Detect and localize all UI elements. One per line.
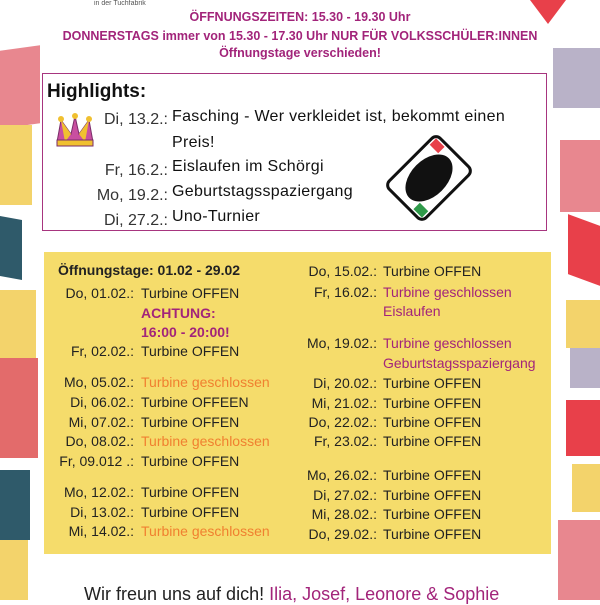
schedule-status: Turbine OFFEN xyxy=(383,526,482,542)
highlight-date: Di, 13.2.: xyxy=(103,111,168,128)
schedule-status: Turbine OFFEN xyxy=(383,506,482,522)
schedule-status: Geburtstagsspaziergang xyxy=(383,355,536,371)
schedule-status: Turbine OFFEN xyxy=(383,467,482,483)
schedule-date: Do, 22.02.: xyxy=(308,414,377,430)
schedule-status: Turbine geschlossen xyxy=(141,374,270,390)
footer xyxy=(84,584,499,605)
schedule-status: Turbine OFFEN xyxy=(383,263,482,279)
decor-shape xyxy=(566,300,600,348)
schedule-date: Do, 15.02.: xyxy=(308,263,377,279)
decor-shape xyxy=(0,290,36,362)
highlight-text: Fasching - Wer verkleidet ist, bekommt einen xyxy=(172,108,506,125)
decor-shape xyxy=(0,125,32,205)
schedule-date: Di, 20.02.: xyxy=(313,375,377,391)
highlight-text: Uno-Turnier xyxy=(172,208,261,225)
schedule-status: Turbine geschlossen xyxy=(383,335,512,351)
schedule-date: Do, 29.02.: xyxy=(308,526,377,542)
schedule-date: Mo, 19.02.: xyxy=(306,335,377,351)
decor-shape xyxy=(572,464,600,512)
schedule-date: Fr, 02.02.: xyxy=(70,343,134,359)
footer-greeting: Wir freun uns auf dich! xyxy=(84,584,265,604)
thursday-note-line: DONNERSTAGS immer von 15.30 - 17.30 Uhr NUR FÜR VOLKSSCHÜLER:INNEN xyxy=(62,29,538,43)
schedule-status: Turbine OFFEN xyxy=(141,453,240,469)
schedule-date: Mi, 14.02.: xyxy=(68,523,134,539)
schedule-status: Turbine OFFEN xyxy=(383,395,482,411)
highlights-box xyxy=(42,73,547,231)
schedule-date: Fr, 23.02.: xyxy=(313,433,377,449)
decor-shape xyxy=(560,140,600,212)
schedule-date: Mo, 12.02.: xyxy=(63,484,134,500)
decor-shape xyxy=(566,400,600,456)
highlight-text: Eislaufen im Schörgi xyxy=(172,158,324,175)
decor-shape xyxy=(0,358,38,458)
schedule-status: Turbine OFFEN xyxy=(383,414,482,430)
decor-shape xyxy=(0,470,30,540)
schedule-status: Turbine OFFEN xyxy=(383,433,482,449)
schedule-status: Turbine OFFEN xyxy=(383,487,482,503)
schedule-date: Mi, 28.02.: xyxy=(311,506,377,522)
schedule-status: Turbine OFFEN xyxy=(141,414,240,430)
highlights-title: Highlights: xyxy=(47,81,147,102)
schedule-status: Turbine OFFEN xyxy=(141,343,240,359)
schedule-status: Turbine OFFEN xyxy=(141,285,240,301)
schedule-status: 16:00 - 20:00! xyxy=(141,324,230,340)
highlight-date: Mo, 19.2.: xyxy=(96,187,168,204)
schedule-title: Öffnungstage: 01.02 - 29.02 xyxy=(58,262,241,278)
decor-shape xyxy=(558,520,600,600)
decor-shape xyxy=(0,216,22,280)
highlight-date: Di, 27.2.: xyxy=(103,212,168,229)
logo-subtitle: in der Tuchfabrik xyxy=(94,0,146,7)
uno-card-icon xyxy=(383,130,475,226)
highlight-date: Fr, 16.2.: xyxy=(104,162,168,179)
schedule-date: Di, 06.02.: xyxy=(70,394,134,410)
schedule-status: Turbine geschlossen xyxy=(141,523,270,539)
opening-hours-line: ÖFFNUNGSZEITEN: 15.30 - 19.30 Uhr xyxy=(189,10,411,24)
jester-hat-icon xyxy=(51,112,99,152)
decor-shape xyxy=(568,214,600,286)
schedule-status: Turbine geschlossen xyxy=(383,284,512,300)
schedule-status: Turbine OFFEN xyxy=(383,375,482,391)
decor-shape xyxy=(570,348,600,388)
highlight-text: Preis! xyxy=(172,134,215,151)
schedule-date: Di, 27.02.: xyxy=(313,487,377,503)
opening-days-note: Öffnungstage verschieden! xyxy=(219,46,381,60)
schedule-date: Mi, 07.02.: xyxy=(68,414,134,430)
schedule-status: Eislaufen xyxy=(383,303,441,319)
schedule-date: Mi, 21.02.: xyxy=(311,395,377,411)
footer-names: Ilia, Josef, Leonore & Sophie xyxy=(269,584,500,604)
schedule-date: Mo, 05.02.: xyxy=(63,374,134,390)
highlight-text: Geburtstagsspaziergang xyxy=(172,183,353,200)
schedule-status: Turbine OFFEN xyxy=(141,504,240,520)
schedule-status: Turbine geschlossen xyxy=(141,433,270,449)
schedule-date: Fr, 09.012 .: xyxy=(59,453,134,469)
schedule-date: Di, 13.02.: xyxy=(70,504,134,520)
schedule-status: Turbine OFFEEN xyxy=(141,394,249,410)
schedule-date: Mo, 26.02.: xyxy=(306,467,377,483)
schedule-date: Do, 01.02.: xyxy=(65,285,134,301)
schedule-status: Turbine OFFEN xyxy=(141,484,240,500)
schedule-date: Fr, 16.02.: xyxy=(313,284,377,300)
schedule-status: ACHTUNG: xyxy=(141,305,216,321)
decor-shape xyxy=(0,540,28,600)
schedule-date: Do, 08.02.: xyxy=(65,433,134,449)
